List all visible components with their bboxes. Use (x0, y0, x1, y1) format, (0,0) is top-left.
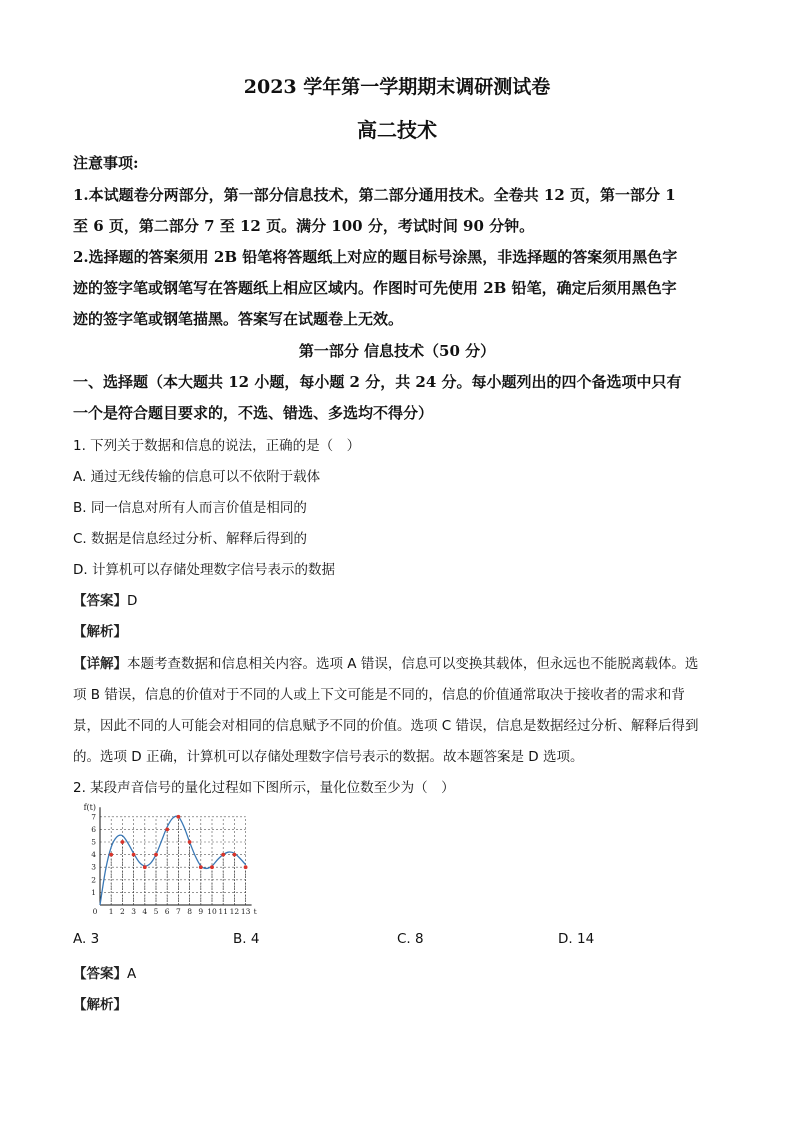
quantization-figure (72, 803, 282, 925)
sample-point (143, 865, 147, 869)
answer-tag: 【答案】 (73, 593, 127, 609)
x-tick-label: 8 (187, 907, 192, 916)
notice-line: 迹的签字笔或钢笔写在答题纸上相应区域内。作图时可先使用 2B 铅笔，确定后须用黑色字 (73, 279, 677, 297)
x-tick-label: 9 (198, 907, 204, 916)
question-option: B. 4 (233, 931, 260, 947)
detail-line: 项 B 错误，信息的价值对于不同的人或上下文可能是不同的，信息的价值通常取决于接收者的需求和背 (73, 687, 685, 703)
detail-text: 本题考查数据和信息相关内容。选项 A 错误，信息可以变换其载体，但永远也不能脱离载体。选 (127, 656, 699, 672)
notice-heading: 注意事项: (73, 154, 139, 172)
question-option: C. 8 (397, 931, 424, 947)
notice-line: 1.本试题卷分两部分，第一部分信息技术，第二部分通用技术。全卷共 12 页，第一部分 1 (73, 186, 676, 204)
sample-point (154, 853, 158, 857)
sample-point (199, 865, 203, 869)
sample-point (188, 840, 192, 844)
detail-tag: 【详解】 (73, 656, 127, 672)
x-axis-label: t (253, 907, 257, 916)
detail-line: 的。选项 D 正确，计算机可以存储处理数字信号表示的数据。故本题答案是 D 选项。 (73, 749, 584, 765)
sample-point (109, 853, 113, 857)
y-tick-label: 6 (91, 824, 96, 834)
analysis-tag: 【解析】 (73, 624, 127, 640)
question-option: D. 计算机可以存储处理数字信号表示的数据 (73, 562, 335, 578)
x-tick-label: 12 (229, 907, 240, 916)
analysis-tag: 【解析】 (73, 997, 127, 1013)
answer-line (73, 589, 733, 609)
y-axis-label: f(t) (83, 803, 96, 813)
x-tick-label: 11 (218, 907, 228, 916)
y-tick-label: 7 (91, 812, 96, 822)
x-tick-label: 1 (108, 907, 114, 916)
detail-line: 景，因此不同的人可能会对相同的信息赋予不同的价值。选项 C 错误，信息是数据经过分析、解释后得到 (73, 718, 699, 734)
x-tick-label: 0 (92, 907, 98, 916)
question-option: D. 14 (558, 931, 595, 947)
question-option: A. 3 (73, 931, 100, 947)
x-tick-label: 10 (207, 907, 217, 916)
analysis-line (73, 993, 733, 1013)
question-stem: 1. 下列关于数据和信息的说法，正确的是（ ） (73, 438, 361, 454)
question-option: A. 通过无线传输的信息可以不依附于载体 (73, 469, 321, 485)
analysis-line (73, 620, 733, 640)
question-option: B. 同一信息对所有人而言价值是相同的 (73, 500, 307, 516)
x-tick-label: 6 (164, 907, 170, 916)
y-tick-label: 2 (91, 875, 96, 885)
exam-subtitle: 高二技术 (357, 118, 437, 142)
sample-point (233, 853, 237, 857)
y-tick-label: 3 (91, 862, 96, 872)
part-title: 第一部分 信息技术（50 分） (298, 342, 496, 360)
x-tick-label: 3 (131, 907, 136, 916)
y-tick-label: 4 (91, 850, 96, 860)
answer-tag: 【答案】 (73, 966, 127, 982)
answer-value: D (127, 593, 138, 609)
x-tick-label: 4 (142, 907, 148, 916)
answer-value: A (127, 966, 137, 982)
answer-line (73, 962, 733, 982)
x-tick-label: 5 (153, 907, 159, 916)
notice-line: 2.选择题的答案须用 2B 铅笔将答题纸上对应的题目标号涂黑，非选择题的答案须用黑色字 (73, 248, 678, 266)
sample-point (165, 828, 169, 832)
quantization-chart (72, 803, 282, 921)
y-tick-label: 5 (91, 837, 96, 847)
x-tick-label: 13 (240, 907, 251, 916)
notice-line: 迹的签字笔或钢笔描黑。答案写在试题卷上无效。 (73, 310, 404, 328)
x-tick-label: 2 (120, 907, 125, 916)
question-stem: 2. 某段声音信号的量化过程如下图所示，量化位数至少为（ ） (73, 780, 455, 796)
section-heading: 一、选择题（本大题共 12 小题，每小题 2 分，共 24 分。每小题列出的四个备选项中只有 (73, 373, 682, 391)
notice-line: 至 6 页，第二部分 7 至 12 页。满分 100 分，考试时间 90 分钟。 (73, 217, 535, 235)
detail-line (73, 652, 733, 672)
sample-point (244, 865, 248, 869)
x-tick-label: 7 (176, 907, 181, 916)
sample-point (221, 853, 225, 857)
sample-point (121, 840, 125, 844)
sample-point (132, 853, 136, 857)
section-heading: 一个是符合题目要求的，不选、错选、多选均不得分） (73, 404, 434, 422)
exam-title: 2023 学年第一学期期末调研测试卷 (243, 76, 551, 98)
y-tick-label: 1 (91, 887, 96, 897)
sample-point (177, 815, 181, 819)
sample-point (210, 865, 214, 869)
question-option: C. 数据是信息经过分析、解释后得到的 (73, 531, 308, 547)
